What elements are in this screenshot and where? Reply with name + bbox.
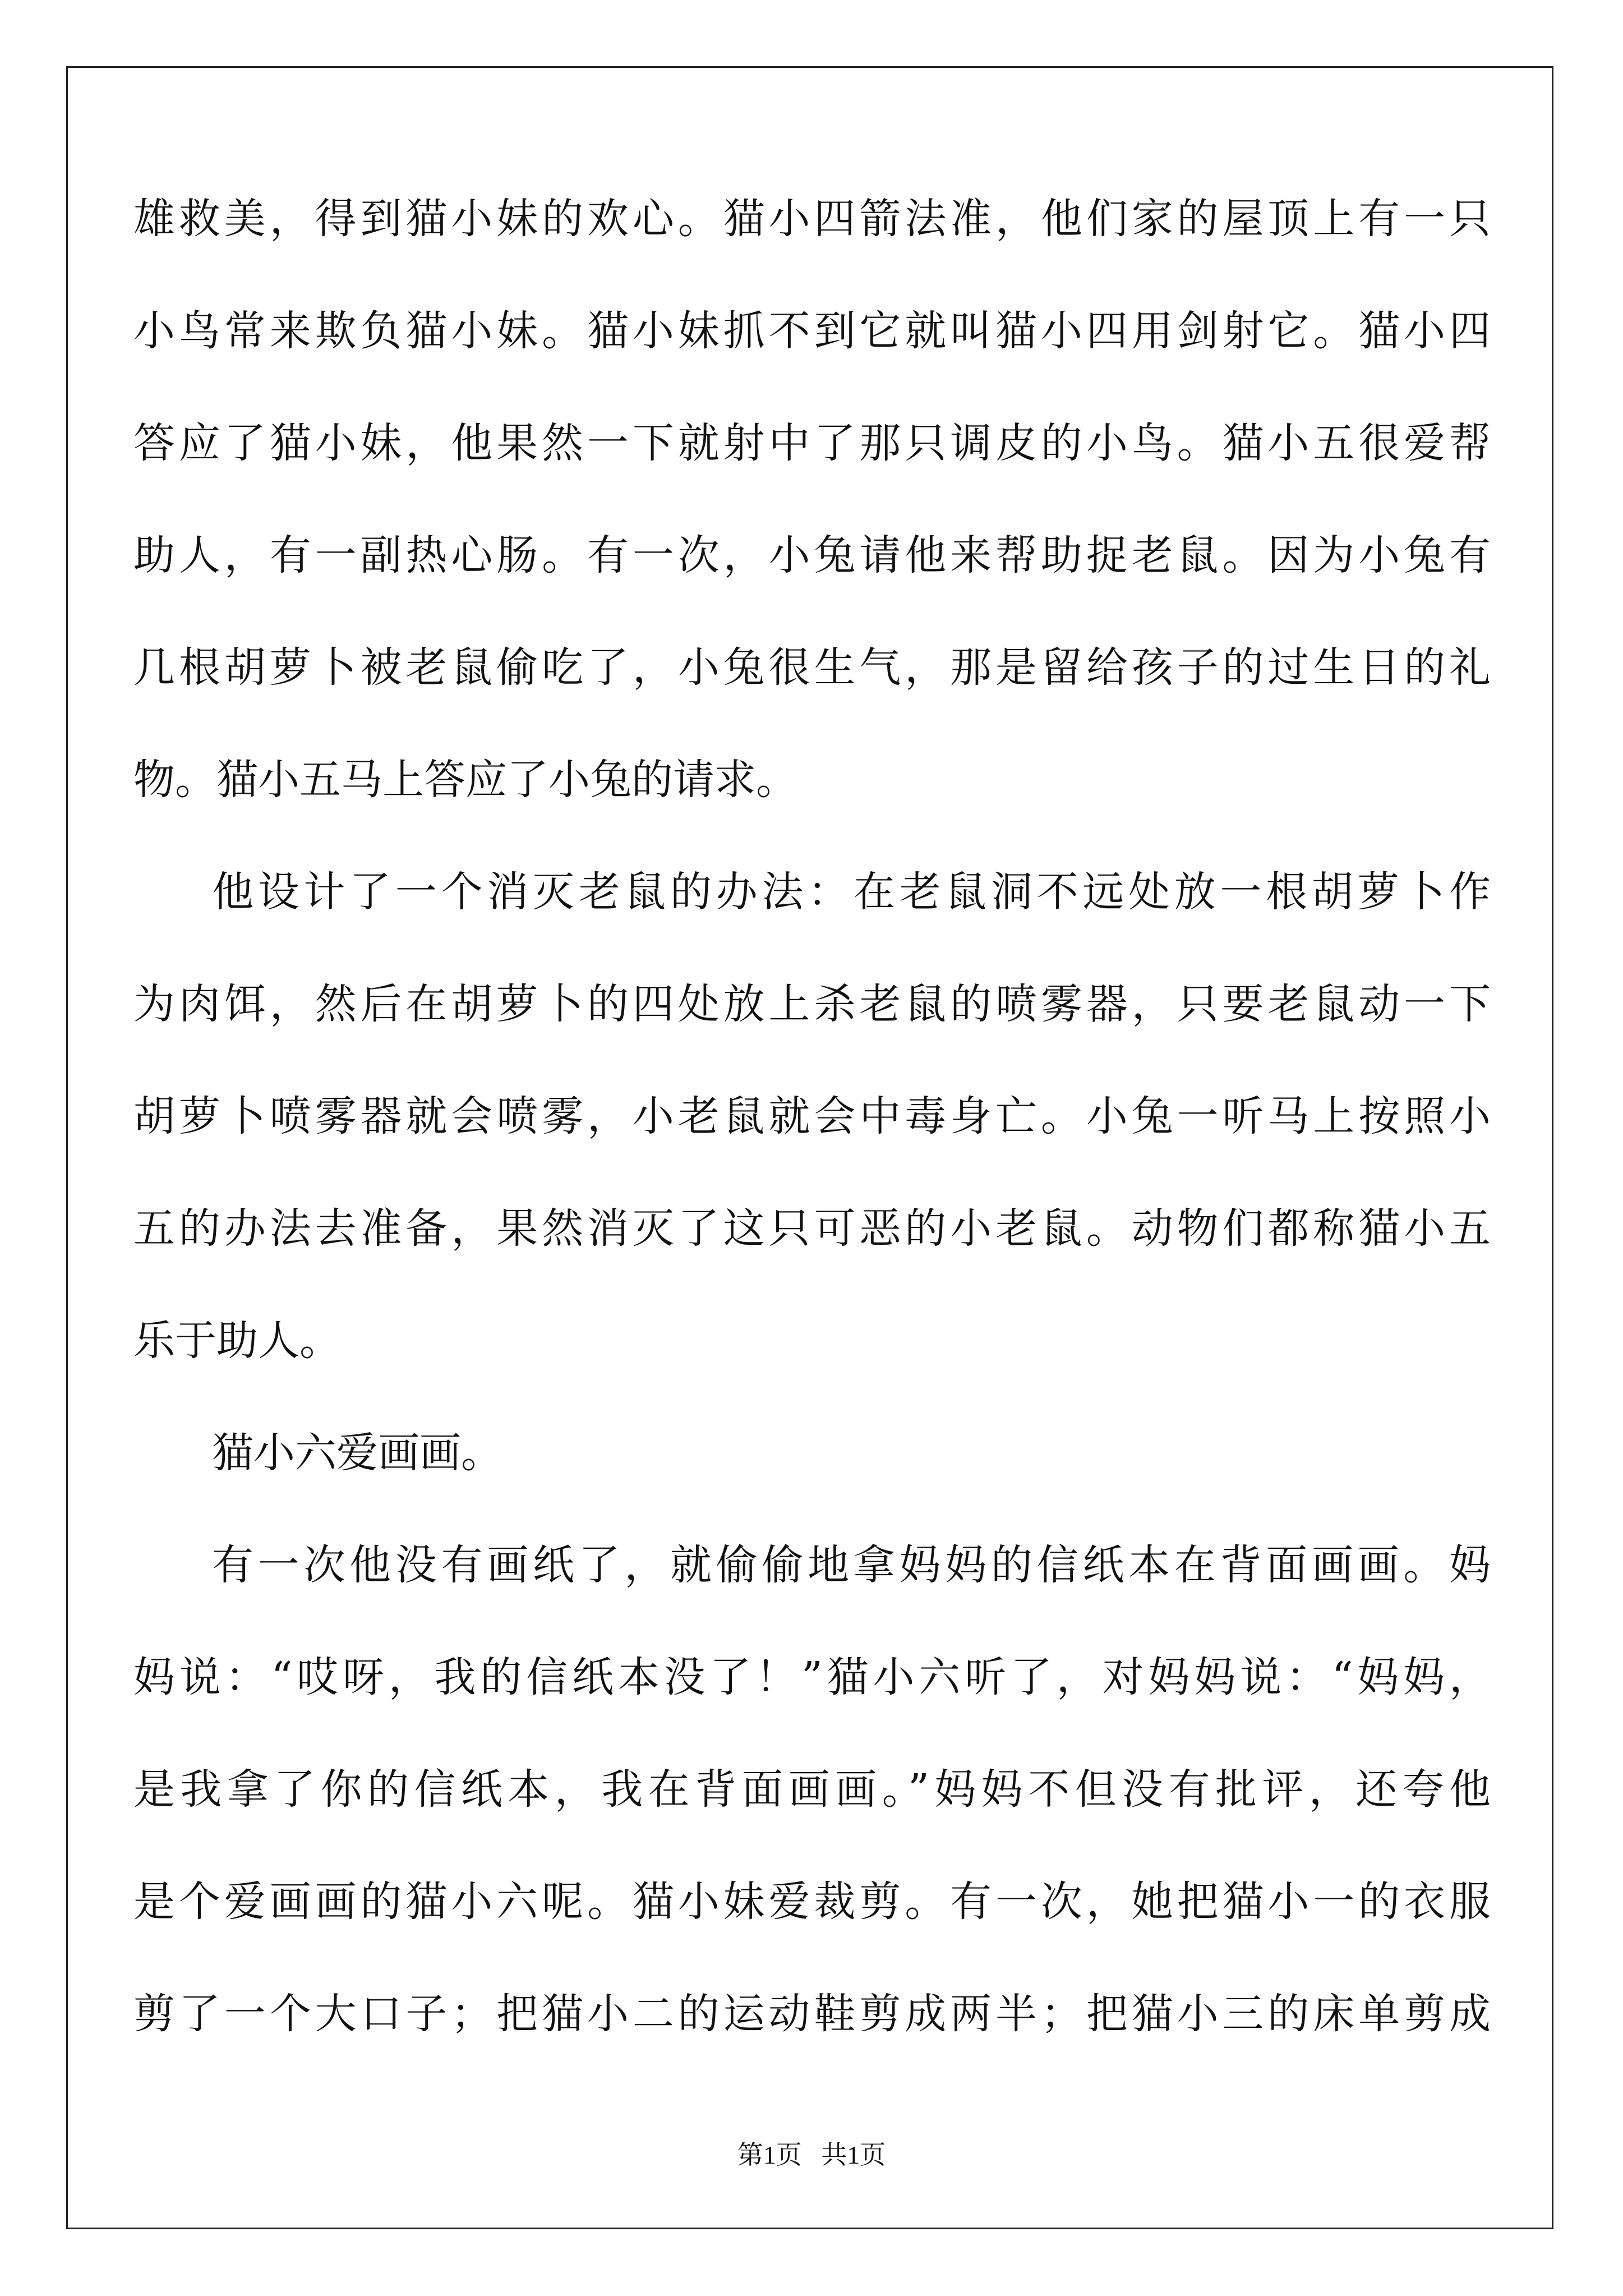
text-line: 为肉饵，然后在胡萝卜的四处放上杀老鼠的喷雾器，只要老鼠动一下 [133, 980, 1491, 1028]
text-line: 乐于助人。 [133, 1317, 341, 1365]
text-line: 是我拿了你的信纸本，我在背面画画。”妈妈不但没有批评，还夸他 [133, 1765, 1491, 1814]
text-line: 答应了猫小妹，他果然一下就射中了那只调皮的小鸟。猫小五很爱帮 [133, 419, 1491, 467]
text-line: 助人，有一副热心肠。有一次，小兔请他来帮助捉老鼠。因为小兔有 [133, 531, 1491, 579]
text-line: 他设计了一个消灭老鼠的办法：在老鼠洞不远处放一根胡萝卜作 [212, 868, 1491, 916]
text-line: 是个爱画画的猫小六呢。猫小妹爱裁剪。有一次，她把猫小一的衣服 [133, 1878, 1491, 1926]
text-line: 妈说：“哎呀，我的信纸本没了！”猫小六听了，对妈妈说：“妈妈， [133, 1653, 1491, 1701]
text-line: 五的办法去准备，果然消灭了这只可恶的小老鼠。动物们都称猫小五 [133, 1204, 1491, 1253]
text-line: 雄救美，得到猫小妹的欢心。猫小四箭法准，他们家的屋顶上有一只 [133, 195, 1491, 243]
text-line: 小鸟常来欺负猫小妹。猫小妹抓不到它就叫猫小四用剑射它。猫小四 [133, 307, 1491, 355]
text-line: 有一次他没有画纸了，就偷偷地拿妈妈的信纸本在背面画画。妈 [212, 1541, 1491, 1589]
text-line: 胡萝卜喷雾器就会喷雾，小老鼠就会中毒身亡。小兔一听马上按照小 [133, 1092, 1491, 1140]
text-line: 猫小六爱画画。 [212, 1429, 502, 1477]
text-line: 物。猫小五马上答应了小兔的请求。 [133, 756, 797, 804]
text-line: 剪了一个大口子；把猫小二的运动鞋剪成两半；把猫小三的床单剪成 [133, 1990, 1491, 2038]
text-line: 几根胡萝卜被老鼠偷吃了，小兔很生气，那是留给孩子的过生日的礼 [133, 643, 1491, 692]
page-footer: 第1页 共1页 [737, 2141, 886, 2169]
